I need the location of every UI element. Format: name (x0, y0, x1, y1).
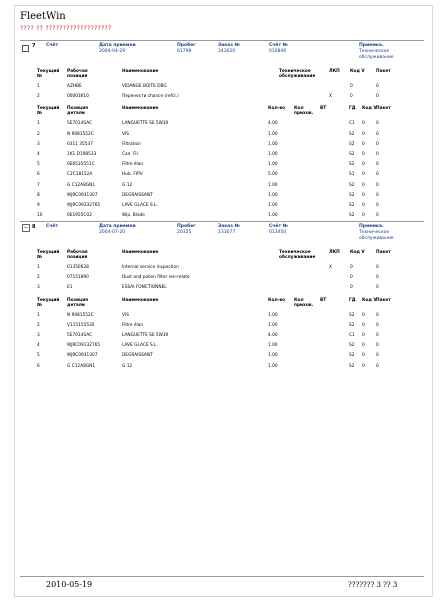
ops-header: Техническое обслуживание (279, 69, 316, 79)
ops-cell: ESSAI FONCTIONNEL (122, 285, 167, 291)
order-status (359, 224, 394, 242)
parts-cell: 0 (376, 343, 379, 349)
ops-header: Текущий № (37, 69, 60, 79)
parts-cell: LANGUETTE SE 5W30 (122, 121, 169, 127)
parts-cell: LAVE GLACE S.L. (122, 203, 158, 208)
parts-cell: 10 (37, 213, 43, 219)
parts-cell: S2 (349, 141, 355, 147)
parts-header: Кол-во (268, 297, 286, 303)
order-status (359, 43, 394, 61)
parts-header: ГД (349, 106, 356, 112)
ops-cell: Перенести chance (refcl.) (122, 94, 179, 100)
parts-cell: 4.00 (268, 333, 278, 338)
parts-cell: 0 (376, 162, 379, 168)
parts-cell: S2 (349, 203, 355, 208)
parts-cell: Filtre élan (122, 162, 144, 168)
parts-cell: 4 (37, 152, 40, 157)
parts-cell: 1.00 (268, 192, 278, 198)
ops-cell: X (329, 94, 332, 100)
parts-cell: 1 (37, 312, 40, 318)
order-number: 7 (32, 43, 36, 49)
parts-cell: S2 (349, 343, 355, 349)
parts-cell: 0 (362, 363, 365, 369)
parts-cell: 0 (376, 213, 379, 219)
parts-cell: 5E7014SAC (67, 121, 93, 127)
parts-cell: 0 (376, 363, 379, 369)
ops-cell: 0 (376, 265, 379, 270)
parts-cell: 1.00 (268, 152, 278, 157)
parts-cell: Wip. Blade (122, 213, 145, 219)
parts-cell: 0E1955C02 (67, 213, 92, 219)
parts-cell: 0 (376, 192, 379, 198)
order-label-order: Заказ № (218, 43, 240, 48)
parts-header: Текущий № (37, 297, 60, 308)
ops-header: ЛКП (329, 69, 340, 74)
footer-separator (20, 576, 424, 577)
parts-cell: VIS (122, 312, 129, 318)
order-value-date: 2004-04-29 (99, 49, 126, 54)
parts-cell: 7 (37, 182, 40, 188)
ops-cell: 0 (376, 94, 379, 100)
order-label-account-no: Счёт № (269, 43, 289, 48)
parts-cell: 0 (376, 333, 379, 338)
ops-cell: 2 (37, 275, 40, 281)
parts-cell: 3 (37, 141, 40, 147)
order-label-account: Счёт (46, 224, 59, 229)
parts-cell: 0 (362, 213, 365, 219)
parts-cell: 0 (362, 141, 365, 147)
ops-header: Пакет (376, 250, 391, 255)
parts-cell: 0 (376, 152, 379, 157)
parts-cell: LAVE GLACE S.L. (122, 343, 158, 349)
parts-cell: 0 (376, 322, 379, 328)
parts-cell: 5 (37, 353, 40, 359)
ops-cell: 01350628 (67, 265, 89, 270)
ops-cell: 0 (376, 285, 379, 291)
parts-cell: C1 (349, 333, 355, 338)
parts-cell: 0E6535551C (67, 162, 95, 168)
ops-cell: E1 (67, 285, 73, 291)
parts-cell: 0 (376, 131, 379, 137)
order-value-mileage: 20325 (177, 230, 192, 235)
parts-cell: 9 (37, 203, 40, 208)
parts-cell: 0 (376, 141, 379, 147)
parts-header: Код V (362, 106, 377, 112)
parts-cell: G C12A8GN1 (67, 182, 96, 188)
ops-cell: 0 (350, 285, 353, 291)
parts-header: Кол прихов. (294, 106, 314, 117)
ops-cell: 0 (376, 275, 379, 281)
parts-cell: WJRC09132765 (67, 203, 101, 208)
parts-cell: 0 (376, 312, 379, 318)
app-title: FleetWin (20, 11, 66, 22)
parts-cell: 3 (37, 333, 40, 338)
parts-cell: 0 (362, 203, 365, 208)
ops-cell: AZHBE (67, 84, 82, 89)
parts-cell: 0 (362, 152, 365, 157)
order-value-account-no: 013450 (269, 230, 287, 235)
parts-cell: Filtration (122, 141, 141, 147)
parts-cell: 8 (37, 192, 40, 198)
parts-cell: LANGUETTE SE 5W30 (122, 333, 169, 338)
parts-cell: S2 (349, 213, 355, 219)
parts-header: Код V (362, 297, 377, 303)
parts-cell: 1.00 (268, 353, 278, 359)
ops-header: Рабочая позиция (67, 69, 88, 79)
parts-cell: 0 (362, 162, 365, 168)
parts-cell: N 9081552C (67, 312, 94, 318)
parts-cell: Сал. Fil. (122, 152, 140, 157)
parts-header: Текущий № (37, 106, 60, 117)
parts-cell: 0 (376, 172, 379, 178)
order-value-date: 2004-07-20 (99, 230, 126, 235)
ops-cell: 3 (37, 285, 40, 291)
ops-cell: 07151890 (67, 275, 89, 281)
order-label-order: Заказ № (218, 224, 240, 229)
parts-cell: S2 (349, 162, 355, 168)
app-subtitle: ???? ?? ??????????????????? (20, 25, 112, 32)
parts-cell: 0 (362, 182, 365, 188)
parts-cell: 0 (362, 172, 365, 178)
order-number: 8 (32, 224, 36, 230)
ops-header: Код V (350, 69, 365, 74)
order-value-order-no: 233077 (218, 230, 236, 235)
parts-cell: 0 (376, 182, 379, 188)
parts-cell: 5.00 (268, 172, 278, 178)
parts-cell: 5 (37, 162, 40, 168)
parts-cell: 0 (362, 343, 365, 349)
parts-cell: S2 (349, 322, 355, 328)
parts-cell: 1.00 (268, 343, 278, 349)
ops-cell: X (329, 265, 332, 270)
ops-cell: 1 (37, 84, 40, 89)
parts-header: ВТ (320, 297, 327, 303)
parts-cell: 6 (37, 363, 40, 369)
footer-page-number: ??????? 3 ?? 3 (348, 581, 398, 589)
parts-cell: 0311 35537 (67, 141, 93, 147)
ops-cell: 0 (350, 265, 353, 270)
order-label-date: Дата приемки (99, 224, 136, 229)
order-status-label: Приемка. (359, 43, 384, 48)
ops-header: Код V (350, 250, 365, 255)
parts-cell: V115155535 (67, 322, 95, 328)
ops-cell: VIDANGE BOITE DBG (122, 84, 167, 89)
parts-header: Наименование (122, 106, 159, 112)
parts-cell: 6 (37, 172, 40, 178)
parts-header: Кол прихов. (294, 297, 314, 308)
parts-cell: 0 (362, 121, 365, 127)
parts-cell: 1.00 (268, 131, 278, 137)
ops-cell: 2 (37, 94, 40, 100)
order-label-mileage: Пробег (177, 43, 196, 48)
order-status-line: Техническое (359, 230, 390, 235)
parts-cell: C2C18152A (67, 172, 93, 178)
ops-cell: 0 (376, 84, 379, 89)
parts-cell: 1.00 (268, 312, 278, 318)
ops-header: Наименование (122, 69, 159, 74)
order-separator (20, 40, 424, 41)
ops-cell: 00003610 (67, 94, 89, 100)
parts-cell: 1.00 (268, 162, 278, 168)
parts-header: ГД (349, 297, 356, 303)
ops-header: Пакет (376, 69, 391, 74)
parts-cell: 5E7014SAC (67, 333, 93, 338)
parts-cell: WJRC09132765 (67, 343, 101, 349)
parts-header: Позиция детали (67, 297, 89, 308)
parts-cell: 0 (362, 353, 365, 359)
parts-cell: S2 (349, 363, 355, 369)
parts-cell: WJRC0931307 (67, 353, 98, 359)
order-label-date: Дата приемки (99, 43, 136, 48)
parts-cell: S1 (349, 172, 355, 178)
ops-cell: 0 (350, 275, 353, 281)
parts-cell: C1 (349, 121, 355, 127)
parts-cell: 1 (37, 121, 40, 127)
parts-cell: S2 (349, 192, 355, 198)
order-status-line: обслуживание (359, 55, 394, 60)
order-status-line: обслуживание (359, 236, 394, 241)
parts-cell: S2 (349, 131, 355, 137)
order-label-account-no: Счёт № (269, 224, 289, 229)
parts-cell: 1.00 (268, 363, 278, 369)
parts-cell: G 12 (122, 182, 133, 188)
parts-cell: Hub. FIPV (122, 172, 143, 178)
parts-cell: 0 (376, 353, 379, 359)
ops-header: Текущий № (37, 250, 60, 260)
parts-header: Пакет (376, 106, 391, 112)
parts-cell: DEGRAISSANT (122, 353, 153, 359)
parts-cell: 0 (362, 312, 365, 318)
ops-cell: 1 (37, 265, 40, 270)
order-value-account-no: 010846 (269, 49, 287, 54)
parts-cell: 0 (362, 322, 365, 328)
parts-cell: G 12 (122, 363, 133, 369)
ops-cell: 0 (350, 84, 353, 89)
parts-header: Наименование (122, 297, 159, 303)
parts-cell: S2 (349, 312, 355, 318)
ops-cell: Dust and pollen filter ren-relate (122, 275, 190, 281)
ops-header: Рабочая позиция (67, 250, 88, 260)
parts-cell: 4 (37, 343, 40, 349)
order-value-order-no: 243020 (218, 49, 236, 54)
order-value-mileage: 61798 (177, 49, 192, 54)
parts-cell: 1K1 D198533 (67, 152, 97, 157)
parts-cell: 0 (376, 203, 379, 208)
ops-cell: Internal service inspection (122, 265, 179, 270)
parts-cell: 0 (362, 333, 365, 338)
parts-cell: 4.00 (268, 121, 278, 127)
order-label-account: Счёт (46, 43, 59, 48)
parts-cell: VIS (122, 131, 129, 137)
parts-cell: 2 (37, 131, 40, 137)
order-select-checkbox[interactable] (22, 45, 29, 52)
parts-header: Кол-во (268, 106, 286, 112)
parts-cell: 0 (362, 192, 365, 198)
ops-header: Техническое обслуживание (279, 250, 316, 260)
order-label-mileage: Пробег (177, 224, 196, 229)
order-status-label: Приемка. (359, 224, 384, 229)
parts-cell: Filtre élan (122, 322, 144, 328)
parts-header: Позиция детали (67, 106, 89, 117)
parts-cell: DEGRAISSANT (122, 192, 153, 198)
ops-header: Наименование (122, 250, 159, 255)
parts-cell: 2 (37, 322, 40, 328)
parts-cell: 1.00 (268, 182, 278, 188)
footer-date: 2010-05-19 (46, 580, 93, 589)
parts-cell: 1.00 (268, 141, 278, 147)
parts-cell: 0 (362, 131, 365, 137)
parts-header: ВТ (320, 106, 327, 112)
collapse-toggle-icon[interactable]: − (23, 224, 29, 231)
parts-cell: S2 (349, 182, 355, 188)
order-status-line: Техническое (359, 49, 390, 54)
ops-cell: 0 (350, 94, 353, 100)
parts-cell: G C12A8GN1 (67, 363, 96, 369)
parts-cell: 1.00 (268, 213, 278, 219)
parts-cell: S2 (349, 152, 355, 157)
parts-cell: N 9081552C (67, 131, 94, 137)
parts-header: Пакет (376, 297, 391, 303)
parts-cell: 1.00 (268, 322, 278, 328)
ops-header: ЛКП (329, 250, 340, 255)
parts-cell: 0 (376, 121, 379, 127)
order-separator (20, 221, 424, 222)
parts-cell: WJRC0931307 (67, 192, 98, 198)
parts-cell: S2 (349, 353, 355, 359)
parts-cell: 1.00 (268, 203, 278, 208)
